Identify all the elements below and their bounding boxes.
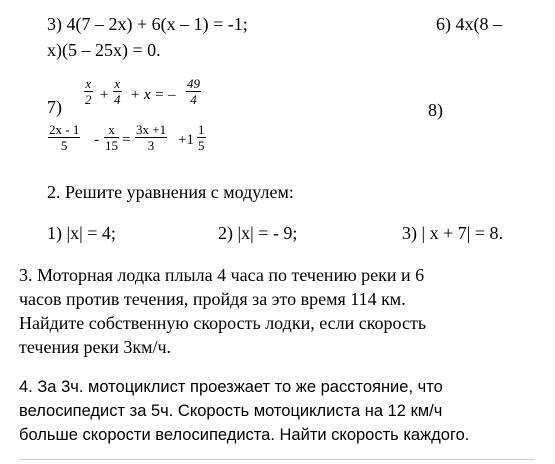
fraction-numerator: 3x +1 — [136, 122, 167, 137]
fraction-numerator: 49 — [187, 76, 200, 91]
equation-6: 6) 4x(8 – — [436, 14, 502, 34]
task-2-item-2: 2) |x| = - 9; — [218, 223, 298, 243]
task-3-line-3: Найдите собственную скорость лодки, если скорость — [19, 313, 427, 333]
bottom-divider — [20, 459, 535, 460]
equation-8-fraction-3 — [135, 122, 167, 153]
equation-8-fraction-4 — [197, 122, 206, 153]
fraction-numerator: x — [108, 122, 115, 137]
task-3-line-2: часов против течения, пройдя за это время 114 км. — [19, 289, 406, 309]
task-3-line-1: 3. Моторная лодка плыла 4 часа по течению реки и 6 — [19, 265, 425, 285]
task-3-line-4: течения реки 3км/ч. — [19, 337, 172, 357]
equation-8-label: 8) — [428, 100, 443, 120]
task-4-line-1: 4. За 3ч. мотоциклист проезжает то же расстояние, что — [19, 378, 443, 396]
equation-6-continuation: x)(5 – 25x) = 0. — [47, 40, 161, 60]
equals-sign: = — [122, 132, 131, 148]
fraction-denominator: 4 — [114, 92, 121, 107]
equation-3: 3) 4(7 – 2x) + 6(x – 1) = -1; — [47, 14, 248, 34]
fraction-numerator: 1 — [198, 122, 205, 137]
task-2-title: 2. Решите уравнения с модулем: — [47, 182, 294, 202]
task-4-line-3: больше скорости велосипедиста. Найти скорость каждого. — [19, 426, 470, 444]
fraction-numerator: 2x - 1 — [49, 122, 80, 137]
task-2-item-3: 3) | x + 7| = 8. — [402, 223, 504, 243]
fraction-denominator: 4 — [190, 92, 197, 107]
fraction-denominator: 5 — [60, 138, 68, 153]
fraction-denominator: 2 — [85, 92, 92, 107]
fraction-numerator: x — [114, 76, 121, 91]
fraction-denominator: 15 — [105, 138, 118, 153]
plus-sign: + — [99, 87, 110, 103]
equation-8-fraction-1 — [48, 122, 80, 153]
fraction-denominator: 5 — [198, 138, 205, 153]
fraction-numerator: x — [85, 76, 92, 91]
plus-one: +1 — [178, 132, 194, 148]
task-4-line-2: велосипедист за 5ч. Скорость мотоциклиста на 12 км/ч — [19, 402, 443, 420]
minus-sign: - — [94, 132, 99, 148]
equation-7-fraction-2 — [113, 76, 122, 107]
equation-8-fraction-2 — [104, 122, 119, 153]
equation-7-rest: + x = – — [130, 87, 176, 103]
equation-7-fraction-3 — [186, 76, 201, 107]
equation-7-fraction-1 — [84, 76, 93, 107]
equation-7-label: 7) — [47, 97, 62, 117]
fraction-denominator: 3 — [147, 138, 155, 153]
task-2-item-1: 1) |x| = 4; — [47, 223, 116, 243]
